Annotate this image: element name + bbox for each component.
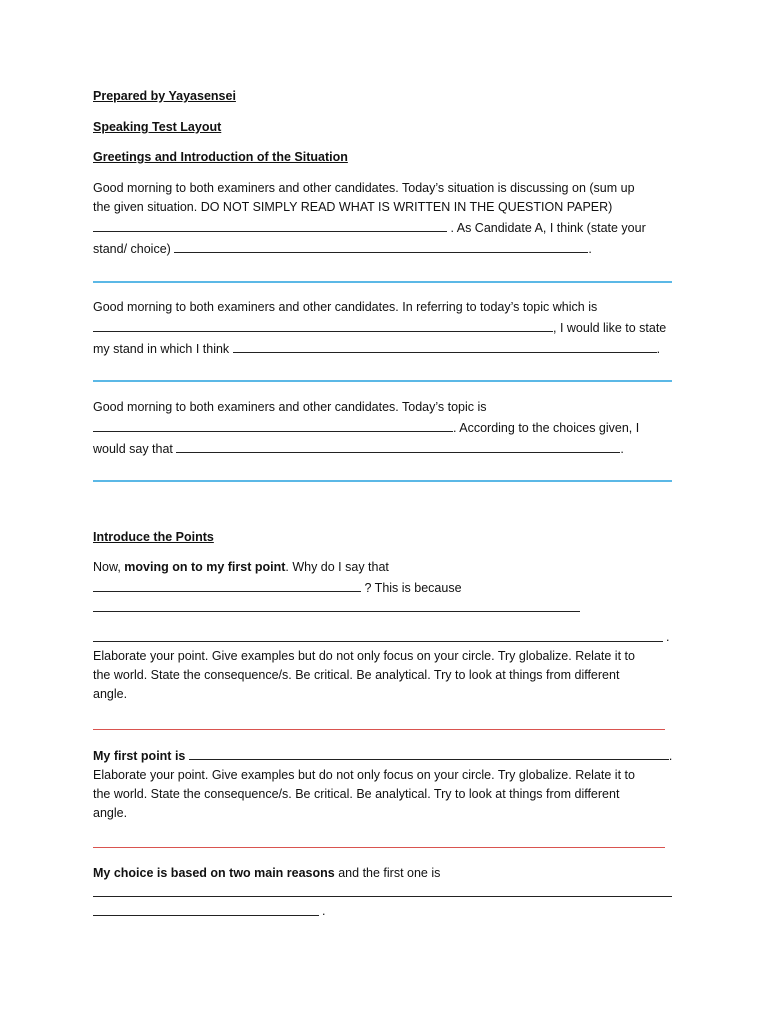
divider-blue	[93, 380, 672, 382]
elaborate-line: angle.	[93, 687, 128, 701]
point-3	[93, 864, 673, 883]
fill-blank[interactable]	[176, 438, 620, 453]
fill-blank[interactable]	[93, 317, 553, 332]
greeting-option-3	[93, 398, 673, 459]
p2-bold: My first point is	[93, 749, 186, 763]
opt1-line3	[93, 217, 673, 238]
p1-bold: moving on to my first point	[124, 560, 286, 574]
fill-line[interactable]	[93, 896, 672, 897]
fill-blank[interactable]	[93, 577, 361, 592]
divider-red	[93, 729, 665, 730]
opt3-line2	[93, 417, 673, 438]
p1-line2	[93, 577, 673, 598]
opt3-line3-text: would say that	[93, 442, 173, 456]
point-1	[93, 558, 673, 598]
opt1-line1: Good morning to both examiners and other candidates. Today’s situation is discussing on (sum up	[93, 181, 635, 195]
p1-line1	[93, 558, 673, 577]
p3-line1	[93, 864, 673, 883]
section-points-title: Introduce the Points	[93, 530, 214, 544]
period: .	[620, 442, 624, 456]
layout-title: Speaking Test Layout	[93, 120, 222, 134]
fill-blank[interactable]	[233, 338, 657, 353]
fill-blank[interactable]	[189, 745, 669, 760]
opt3-line1: Good morning to both examiners and other candidates. Today’s topic is	[93, 400, 487, 414]
divider-red	[93, 847, 665, 848]
opt1-line4	[93, 238, 673, 259]
prepared-by: Prepared by Yayasensei	[93, 89, 236, 103]
divider-blue	[93, 281, 672, 283]
p1-end: .	[666, 630, 670, 644]
elaborate-line: Elaborate your point. Give examples but do not only focus on your circle. Try globalize. Relate it to	[93, 768, 635, 782]
fill-blank[interactable]	[174, 238, 588, 253]
opt1-line3-text: . As Candidate A, I think (state your	[450, 221, 646, 235]
divider-blue	[93, 480, 672, 482]
opt2-line2-text: , I would like to state	[553, 321, 667, 335]
p3-bold: My choice is based on two main reasons	[93, 866, 335, 880]
opt3-line2-text: . According to the choices given, I	[453, 421, 640, 435]
p1-line2-text: ? This is because	[364, 581, 462, 595]
elaborate-line: the world. State the consequence/s. Be critical. Be analytical. Try to look at things from different	[93, 787, 620, 801]
fill-line[interactable]	[93, 915, 319, 916]
opt2-line1: Good morning to both examiners and other candidates. In referring to today’s topic which is	[93, 300, 598, 314]
elaborate-line: the world. State the consequence/s. Be critical. Be analytical. Try to look at things from different	[93, 668, 620, 682]
period: .	[656, 342, 661, 356]
opt3-line3	[93, 438, 673, 459]
p1-now: Now,	[93, 560, 121, 574]
opt2-line3-text: my stand in which I think	[93, 342, 230, 356]
period: .	[668, 749, 673, 763]
greeting-option-2	[93, 298, 673, 359]
greeting-option-1	[93, 179, 673, 259]
elaborate-line: Elaborate your point. Give examples but do not only focus on your circle. Try globalize. Relate it to	[93, 649, 635, 663]
p1-after: . Why do I say that	[285, 560, 389, 574]
opt2-line3	[93, 338, 673, 359]
fill-blank[interactable]	[93, 217, 447, 232]
fill-line[interactable]	[93, 611, 580, 612]
section-greetings-title: Greetings and Introduction of the Situation	[93, 150, 348, 164]
opt1-line2: the given situation. DO NOT SIMPLY READ WHAT IS WRITTEN IN THE QUESTION PAPER)	[93, 200, 613, 214]
period: .	[588, 242, 592, 256]
opt1-line4-text: stand/ choice)	[93, 242, 171, 256]
point-2	[93, 745, 673, 823]
fill-blank[interactable]	[93, 417, 453, 432]
fill-line[interactable]	[93, 641, 663, 642]
elaborate-1	[93, 647, 673, 704]
p2-line1	[93, 745, 673, 766]
p3-after: and the first one is	[338, 866, 441, 880]
opt2-line2	[93, 317, 673, 338]
p3-end: .	[322, 904, 326, 918]
elaborate-line: angle.	[93, 806, 128, 820]
